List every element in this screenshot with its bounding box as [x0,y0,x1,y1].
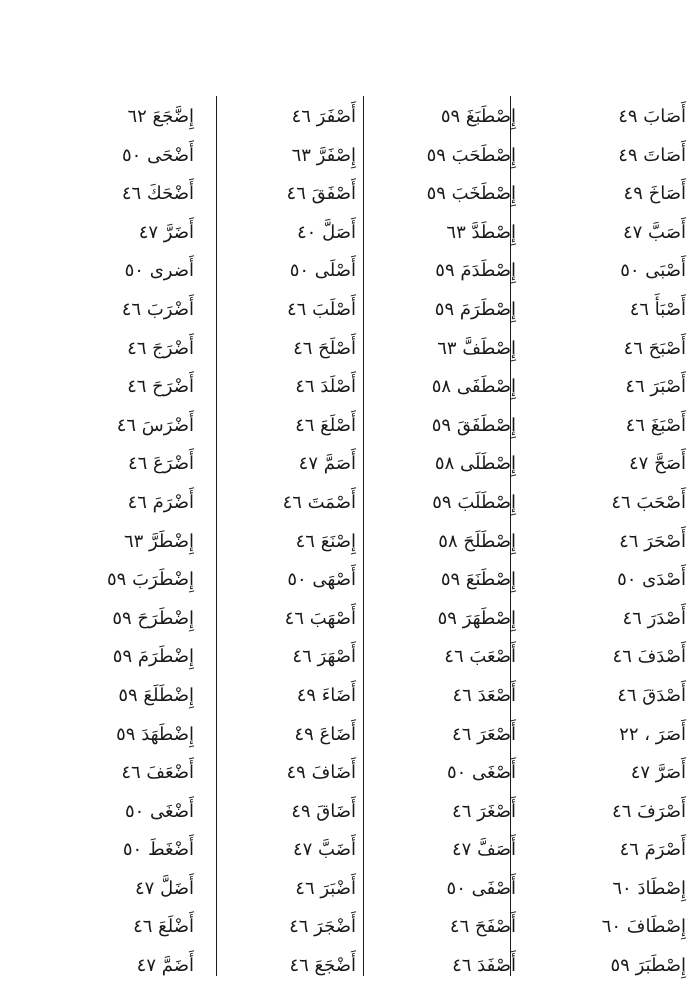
index-entry: أَصَمَّ ٤٧ [298,453,356,475]
index-entry: أَصْبَحَ ٤٦ [623,337,686,359]
index-entry: أَصْرَمَ ٤٦ [619,839,686,861]
index-entry: إِصْطَلَى ٥٨ [434,453,516,475]
index-entry: أَصْهَرَ ٤٦ [292,646,356,668]
index-entry: أَضَمَّ ٤٧ [136,955,194,977]
index-entry: أَضْجَعَ ٤٦ [289,955,356,977]
index-entry: أَصْلَدَ ٤٦ [295,376,356,398]
index-column-2 [364,98,516,986]
index-entry: أَصْلَحَ ٤٦ [293,337,356,359]
index-entry: أَصْعَبَ ٤٦ [444,646,516,668]
index-entry: أَصْفَحَ ٤٦ [449,916,516,938]
index-entry: أَضَبَّ ٤٧ [292,839,356,861]
index-entry: أَضْغَى ٥٠ [124,800,194,822]
index-entry: أَضْحَكَ ٤٦ [121,183,194,205]
index-column-4 [34,98,194,986]
index-entry: إِصْطَهَرَ ٥٩ [437,607,516,629]
index-entry: إِصْطَافَ ٦٠ [601,916,686,938]
index-entry: أَضْرَمَ ٤٦ [127,491,194,513]
index-entry: إِصْطَلَبَ ٥٩ [432,491,516,513]
index-entry: أَصْحَرَ ٤٦ [619,530,686,552]
index-entry: أَضَافَ ٤٩ [286,762,356,784]
index-entry: أَضَاقَ ٤٩ [291,800,356,822]
index-entry: أَصْرَفَ ٤٦ [612,800,686,822]
index-entry: إِصْطَبَرَ ٥٩ [610,955,686,977]
index-entry: إِصْنَعَ ٤٦ [295,530,356,552]
index-entry: إِصْطَادَ ٦٠ [612,877,686,899]
index-entry: أَصْلَبَ ٤٦ [287,298,356,320]
index-entry: أَصْلَعَ ٤٦ [295,414,356,436]
index-entry: أَضْبَرَ ٤٦ [295,877,356,899]
index-entry: أَصْفَقَ ٤٦ [286,183,356,205]
index-entry: أَصْهَى ٥٠ [287,569,356,591]
index-entry: أَصْغَى ٥٠ [446,762,516,784]
index-entry: أَصْفَى ٥٠ [446,877,516,899]
index-entry: أَضَاءَ ٤٩ [296,684,356,706]
index-entry: إِصْطَرَمَ ٥٩ [434,298,516,320]
index-entry: إِضْطَلَعَ ٥٩ [118,684,194,706]
index-entry: أَصَبَّ ٤٧ [622,221,686,243]
index-entry: أَصْدَقَ ٤٦ [617,684,686,706]
index-entry: إِصْطَنَعَ ٥٩ [440,569,516,591]
index-entry: أَصْلَى ٥٠ [289,260,356,282]
index-entry: أَضْغَطَ ٥٠ [122,839,194,861]
index-entry: أَضْعَفَ ٤٦ [121,762,194,784]
index-entry: إِصْفَرَّ ٦٣ [291,144,356,166]
index-entry: إِصْطَفَقَ ٥٩ [431,414,516,436]
index-entry: أَصَاتَ ٤٩ [618,144,686,166]
index-entry: أَصَرَّ ٤٧ [630,762,686,784]
index-entry: إِضْطَرَمَ ٥٩ [112,646,194,668]
index-column-1 [534,98,686,986]
index-entry: إِصْطَدَمَ ٥٩ [435,260,516,282]
index-entry: إِضْطَرَحَ ٥٩ [112,607,194,629]
index-entry: إِصْطَلَحَ ٥٨ [438,530,516,552]
index-entry: إِصْطَبَغَ ٥٩ [440,106,516,127]
index-entry: أَصْمَتَ ٤٦ [282,491,356,513]
index-entry: أَضْلَعَ ٤٦ [133,916,194,938]
index-entry: أَصْفَدَ ٤٦ [452,955,516,977]
index-entry: أَصَحَّ ٤٧ [629,453,686,475]
index-entry: أَضْجَرَ ٤٦ [289,916,356,938]
index-entry: أَصَابَ ٤٩ [618,106,686,127]
index-entry: إِضْطَرَبَ ٥٩ [107,569,194,591]
index-entry: أَصَاخَ ٤٩ [623,183,686,205]
index-entry: أَصْعَدَ ٤٦ [452,684,516,706]
index-entry: أَضرى ٥٠ [124,260,194,282]
index-entry: إِضْطَهَدَ ٥٩ [116,723,194,745]
index-entry: أَضْحَى ٥٠ [122,144,194,166]
index-entry: إِصْطَفَّ ٦٣ [437,337,516,359]
index-entry: أَصْغَرَ ٤٦ [452,800,516,822]
index-entry: إِضْطَرَّ ٦٣ [123,530,194,552]
index-entry: أَصَفَّ ٤٧ [452,839,516,861]
index-entry: أَصْهَبَ ٤٦ [284,607,356,629]
index-entry: أَضْرَبَ ٤٦ [121,298,194,320]
index-entry: أَصْفَرَ ٤٦ [291,106,356,127]
index-entry: أَصْحَبَ ٤٦ [611,491,686,513]
index-entry: أَضَرَّ ٤٧ [138,221,194,243]
index-entry: أَصْدَفَ ٤٦ [612,646,686,668]
index-column-3 [196,98,356,986]
index-entry: أَصَلَّ ٤٠ [297,221,356,243]
index-entry: إِصْطَفَى ٥٨ [431,376,516,398]
index-entry: أَضْرَعَ ٤٦ [127,453,194,475]
index-entry: أَصْبَأَ ٤٦ [629,298,686,320]
index-entry: أَصْبَغَ ٤٦ [625,414,686,436]
index-entry: أَصْبَرَ ٤٦ [625,376,686,398]
index-entry: إِصْطَخَبَ ٥٩ [426,183,516,205]
index-entry: إِصْطَدَّ ٦٣ [446,221,516,243]
index-entry: أَصَرَ ، ٢٢ [619,723,686,745]
index-entry: أَضْرَسَ ٤٦ [116,414,194,436]
index-entry: أَصْعَرَ ٤٦ [452,723,516,745]
index-entry: أَضَلَّ ٤٧ [135,877,194,899]
index-entry: أَضْرَحَ ٤٦ [127,376,194,398]
index-entry: إِصْطَحَبَ ٥٩ [426,144,516,166]
index-entry: إِضَّجَعَ ٦٢ [127,106,194,127]
index-entry: أَضْرَجَ ٤٦ [127,337,194,359]
index-entry: أَصْدَرَ ٤٦ [622,607,686,629]
index-entry: أَضَاعَ ٤٩ [294,723,356,745]
index-entry: أَصْدَى ٥٠ [617,569,686,591]
index-entry: أَصْبَى ٥٠ [620,260,686,282]
